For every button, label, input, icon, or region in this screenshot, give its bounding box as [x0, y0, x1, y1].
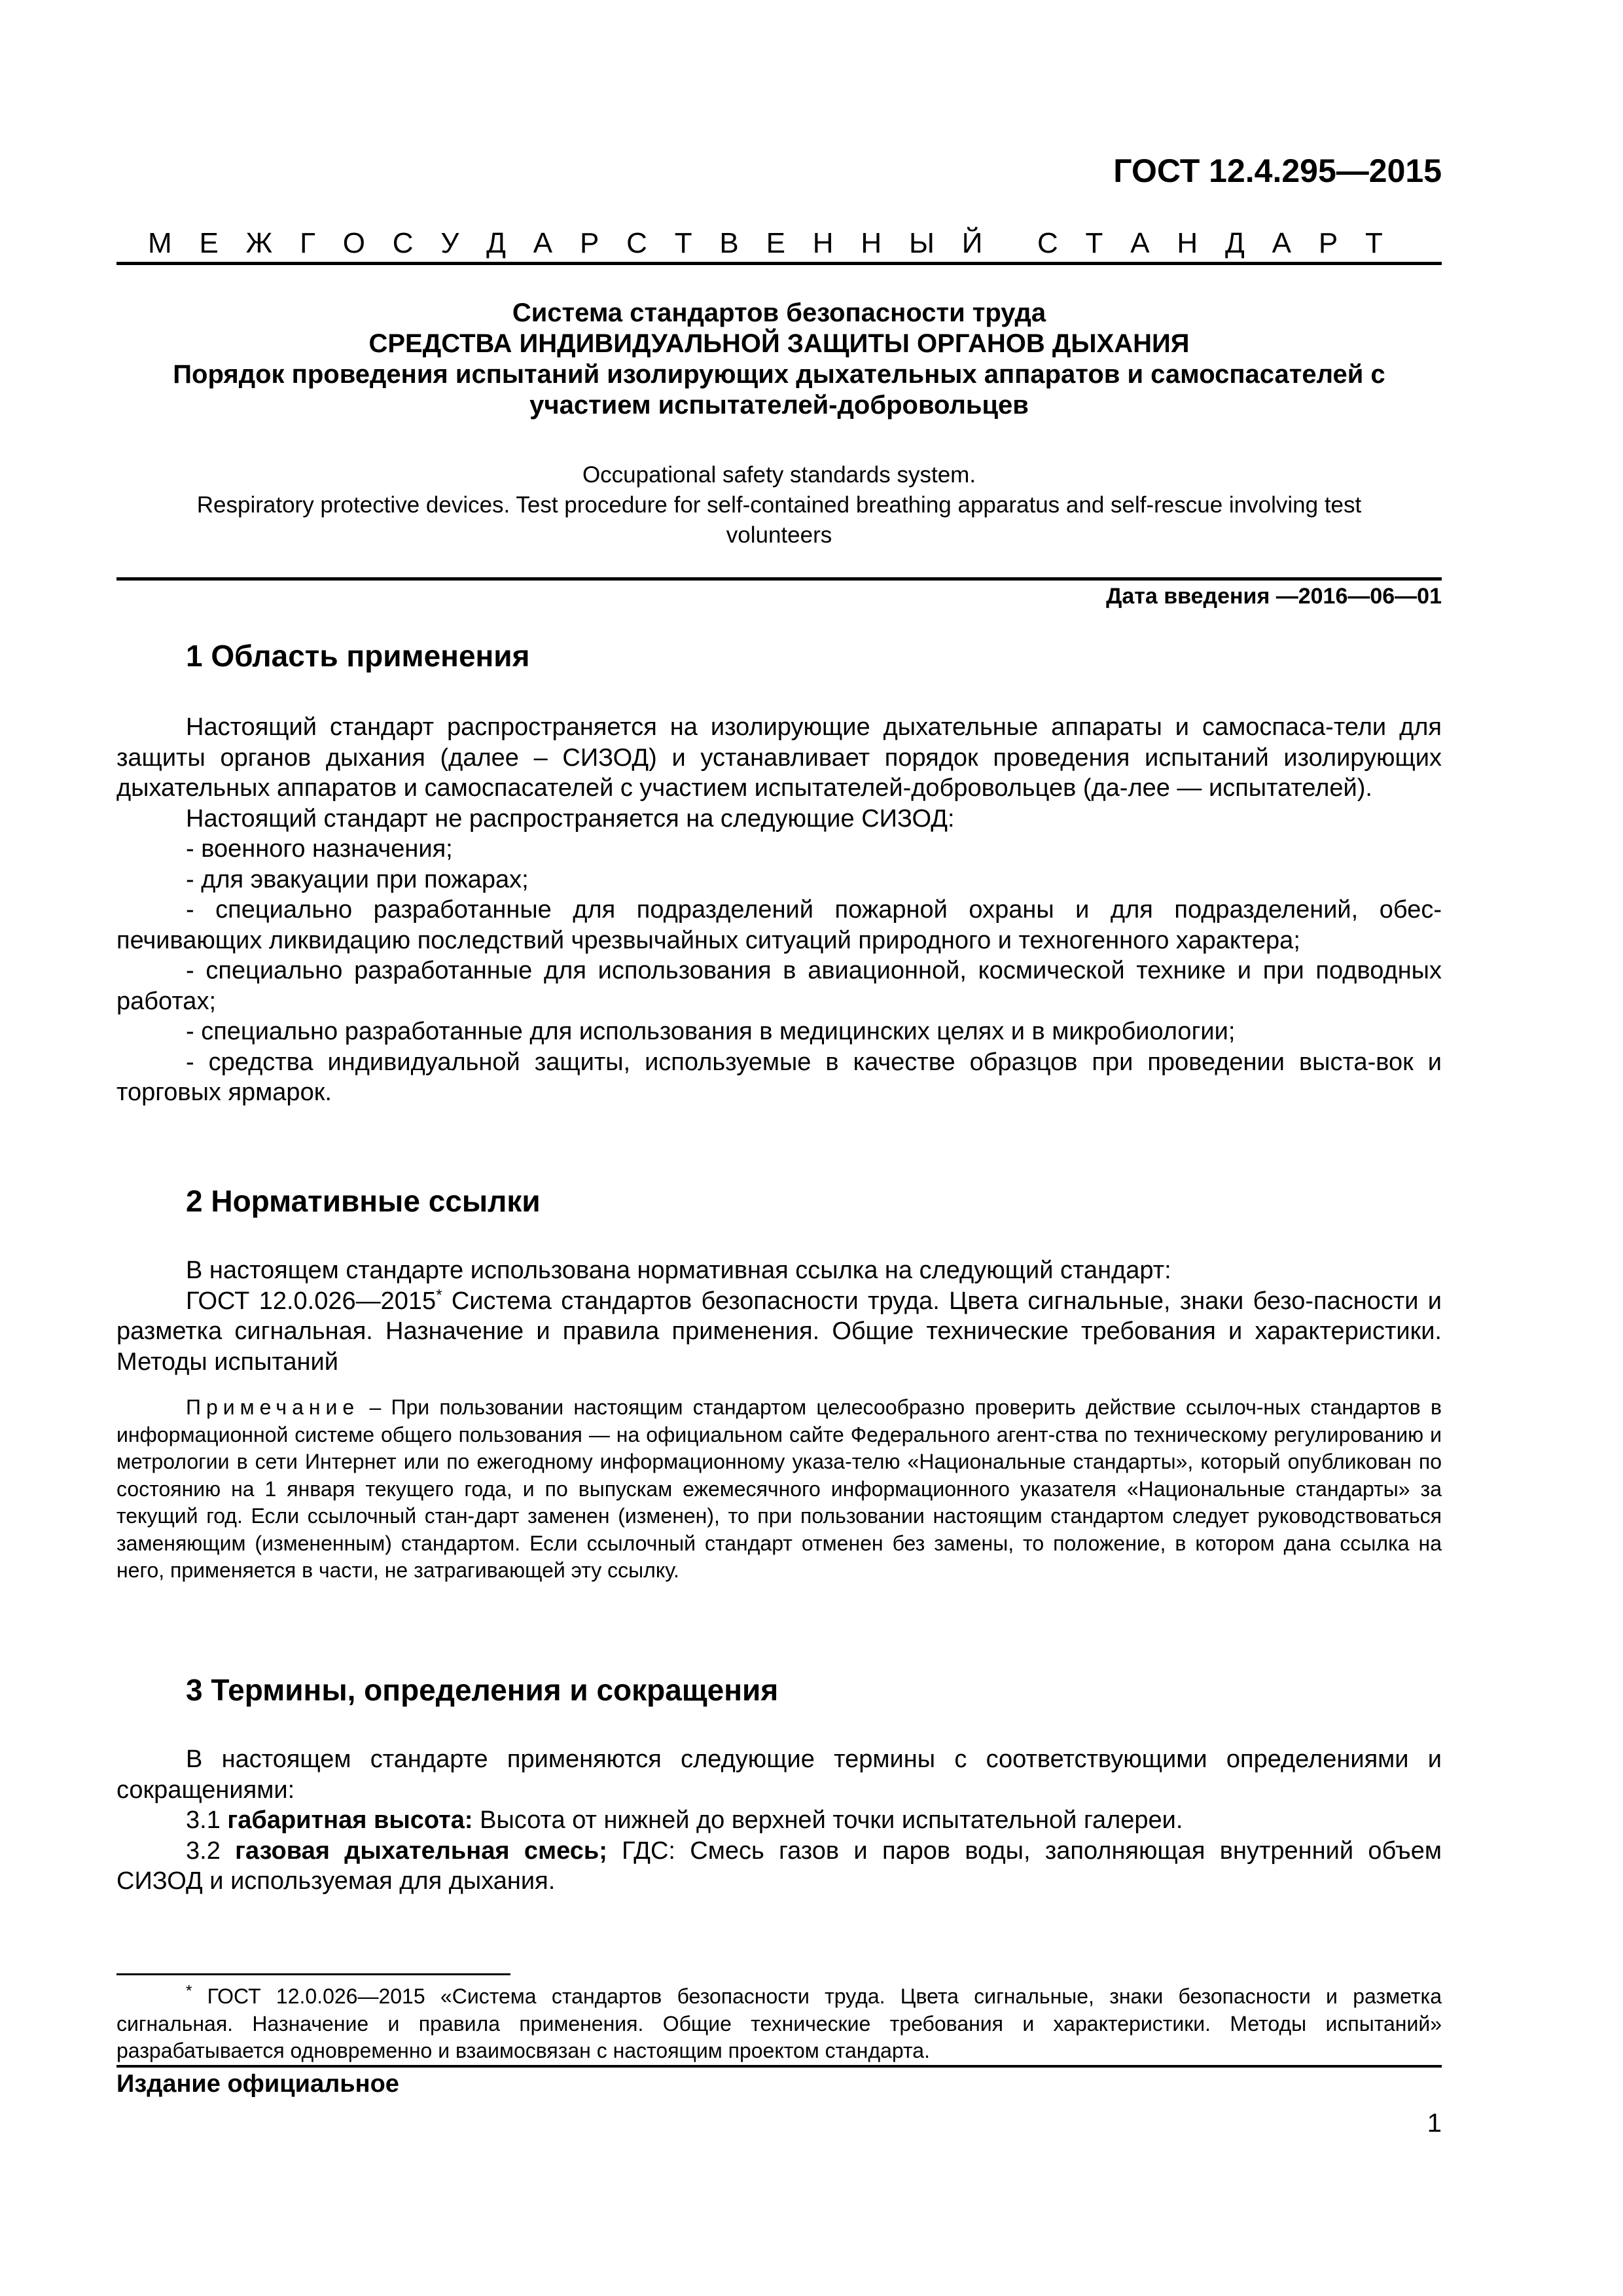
term: газовая дыхательная смесь;: [235, 1837, 607, 1865]
term-definition: [116, 1805, 1442, 1836]
title-subject-line1: Порядок проведения испытаний изолирующих дыхательных аппаратов и самоспасателей с: [173, 360, 1385, 389]
section3-heading: 3 Термины, определения и сокращения: [186, 1673, 779, 1707]
footnote-paragraph: [116, 1983, 1442, 2065]
standard-type-letter: Д: [1225, 227, 1245, 259]
definition: Высота от нижней до верхней точки испытательной галереи.: [473, 1806, 1183, 1834]
english-title-block: [116, 460, 1442, 550]
standard-type-letter: О: [342, 227, 365, 259]
paragraph: В настоящем стандарте применяются следующие термины с соответствующими определениями и сокращениями:: [116, 1746, 1442, 1804]
standard-type-letter: Д: [486, 227, 506, 259]
standard-type-letter: А: [1272, 227, 1291, 259]
section2-heading: 2 Нормативные ссылки: [186, 1184, 541, 1218]
list-item: - специально разработанные для использования в авиационной, космической технике и при подводных работах;: [116, 957, 1442, 1015]
standard-type-letter: Т: [674, 227, 692, 259]
header-divider: [116, 262, 1442, 265]
standard-type-letter: М: [148, 227, 172, 259]
standard-type-letter: Н: [1177, 227, 1198, 259]
title-subject-line2: участием испытателей-добровольцев: [529, 391, 1029, 420]
en-title-line3: volunteers: [726, 522, 832, 548]
standard-type-heading: [148, 227, 1383, 260]
standard-type-letter: Й: [961, 227, 983, 259]
list-item: - средства индивидуальной защиты, используемые в качестве образцов при проведении выста-вок и торговых ярмарок.: [116, 1048, 1442, 1106]
standard-type-letter: У: [440, 227, 459, 259]
paragraph: Настоящий стандарт не распространяется на следующие СИЗОД:: [186, 804, 955, 833]
standard-type-letter: Т: [1085, 227, 1103, 259]
standard-type-letter: Е: [199, 227, 219, 259]
title-divider: [116, 577, 1442, 581]
standard-type-letter: Е: [766, 227, 785, 259]
en-title-line1: Occupational safety standards system.: [582, 462, 976, 488]
paragraph: В настоящем стандарте использована нормативная ссылка на следующий стандарт:: [186, 1257, 1171, 1284]
list-item: - для эвакуации при пожарах;: [186, 865, 529, 893]
standard-type-letter: Ж: [245, 227, 273, 259]
russian-title-block: [116, 298, 1442, 421]
footer-divider: [116, 2065, 1442, 2068]
standard-type-letter: Р: [579, 227, 599, 259]
section1-body: [116, 712, 1442, 1108]
footnote-marker: *: [436, 1285, 442, 1304]
intro-date: Дата введения —2016—06—01: [1106, 584, 1442, 609]
standard-type-letter: С: [626, 227, 647, 259]
standard-type-letter: В: [719, 227, 739, 259]
standard-type-letter: С: [392, 227, 414, 259]
standard-type-letter: Р: [1318, 227, 1338, 259]
standard-type-letter: Т: [1364, 227, 1383, 259]
paragraph: Настоящий стандарт распространяется на изолирующие дыхательные аппараты и самоспаса-тели для защиты органов дыхания (далее – СИЗОД) и устанавливает порядок проведения испытаний изолирующих дыхательных аппаратов и самоспасателей с участием испытателей-добровольцев (да-лее — испытателей).: [116, 713, 1442, 802]
term: габаритная высота:: [227, 1806, 473, 1834]
gost-number: ГОСТ 12.4.295—2015: [1113, 152, 1442, 189]
note-paragraph: [116, 1394, 1442, 1585]
footnote-rule: [116, 1973, 510, 1975]
standard-type-letter: А: [533, 227, 553, 259]
standard-type-letter: Н: [861, 227, 882, 259]
list-item: - специально разработанные для подразделений пожарной охраны и для подразделений, обес-печивающих ликвидацию последствий чрезвычайных ситуаций природного и техногенного характера;: [116, 896, 1442, 954]
title-main: СРЕДСТВА ИНДИВИДУАЛЬНОЙ ЗАЩИТЫ ОРГАНОВ ДЫХАНИЯ: [368, 329, 1190, 358]
page-number: 1: [1427, 2109, 1442, 2138]
section2-body: [116, 1255, 1442, 1377]
section3-body: [116, 1744, 1442, 1897]
normative-reference: [116, 1286, 1442, 1378]
definition: ГДС: Смесь газов и паров воды, заполняющая внутренний объем СИЗОД и используемая для дыхания.: [116, 1837, 1442, 1895]
section1-heading: 1 Область применения: [186, 639, 530, 673]
standard-type-letter: Н: [812, 227, 834, 259]
note-label: Примечание: [186, 1395, 360, 1419]
note-text: – При пользовании настоящим стандартом целесообразно проверить действие ссылоч-ных стандартов в информационной системе общего пользования — на официальном сайте Федерального агент-ства по техническому регулированию и метрологии в сети Интернет или по ежегодному информационному указа-телю «Национальные стандарты», который опубликован по состоянию на 1 января текущего года, и по выпускам ежемесячного информационного указателя «Национальные стандарты» за текущий год. Если ссылочный стан-дарт заменен (изменен), то при пользовании настоящим стандартом следует руководствоваться заменяющим (измененным) стандартом. Если ссылочный стандарт отменен без замены, то положение, в котором дана ссылка на него, применяется в части, не затрагивающей эту ссылку.: [116, 1395, 1442, 1582]
standard-type-letter: А: [1130, 227, 1150, 259]
title-series: Система стандартов безопасности труда: [512, 298, 1046, 327]
list-item: - военного назначения;: [186, 835, 453, 863]
reference-code: ГОСТ 12.0.026—2015: [186, 1287, 437, 1315]
term-number: 3.1: [186, 1806, 228, 1834]
en-title-line2: Respiratory protective devices. Test procedure for self-contained breathing apparatus and self-rescue involving test: [196, 492, 1362, 518]
standard-type-letter: Г: [300, 227, 315, 259]
term-number: 3.2: [186, 1837, 236, 1865]
list-item: - специально разработанные для использования в медицинских целях и в микробиологии;: [186, 1018, 1236, 1045]
note-block: [116, 1394, 1442, 1585]
footnote: [116, 1983, 1442, 2065]
term-definition: [116, 1836, 1442, 1897]
reference-title: Система стандартов безопасности труда. Цвета сигнальные, знаки безо-пасности и разметка сигнальная. Назначение и правила применения. Общие технические требования и характеристики. Методы испытаний: [116, 1287, 1442, 1376]
standard-type-letter: С: [1037, 227, 1058, 259]
standard-type-letter: Ы: [908, 227, 935, 259]
edition-label: Издание официальное: [116, 2070, 399, 2098]
footnote-marker: *: [186, 1982, 192, 2000]
footnote-text: ГОСТ 12.0.026—2015 «Система стандартов безопасности труда. Цвета сигнальные, знаки безопасности и разметка сигнальная. Назначение и правила применения. Общие технические требования и характеристики. Методы испытаний» разрабатывается одновременно и взаимосвязан с настоящим проектом стандарта.: [116, 1984, 1442, 2062]
